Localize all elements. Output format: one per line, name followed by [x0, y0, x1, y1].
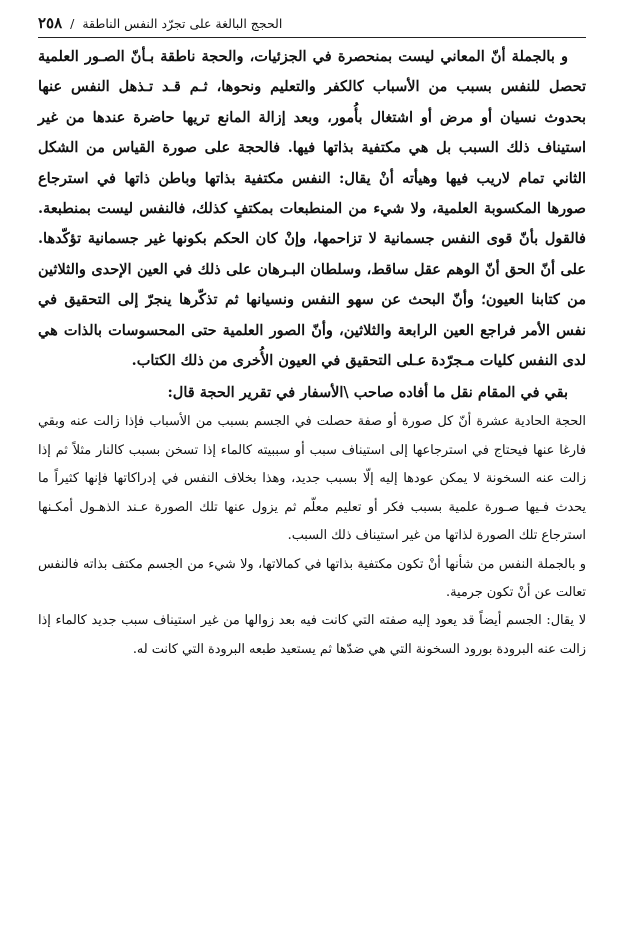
running-header [38, 13, 586, 38]
quotation-intro: بقي في المقام نقل ما أفاده صاحب \الأسفار في تقرير الحجة قال: [167, 384, 568, 402]
quoted-paragraph-2: و بالجملة النفس من شأنها أنْ تكون مكتفية بذاتها في كمالاتها، ولا شيء من الجسم مكتف بذاته فالنفس تعالت عن أنْ تكون جرمية. [38, 556, 586, 600]
quoted-paragraph-1: الحجة الحادية عشرة أنّ كل صورة أو صفة حصلت في الجسم بسبب من الأسباب فإذا زالت عنه وبقي فارغا عنها فيحتاج في استرجاعها إلى استيناف سبب أو سببيته كالماء إذا تسخن بسبب كالنار مثلاً ثم إذا زالت عنه السخونة لا يمكن عودها إليه إلّا بسبب جديد، وهذا بخلاف النفس في إدراكاتها فإنها كثيراً ما يحدث فـيها صـورة علمية بسبب فكر أو تعليم معلّم ثم يزول عنها تلك الصورة عـند الذهـول أمكـنها استرجاع تلك الصورة لذاتها من غير استيناف ذلك السبب. [38, 414, 586, 544]
page-body [38, 42, 586, 664]
book-page [38, 0, 586, 942]
header-separator: / [70, 16, 75, 31]
quoted-paragraph-3: لا يقال: الجسم أيضاً قد يعود إليه صفته التي كانت فيه بعد زوالها من غير استيناف سبب جديد كالماء إذا زالت عنه البرودة بورود السخونة التي هي ضدّها ثم يستعيد طبعه البرودة التي كانت له. [38, 613, 586, 657]
main-paragraph: و بالجملة أنّ المعاني ليست بمنحصرة في الجزئيات، والحجة ناطقة بـأنّ الصـور العلمية تحصل للنفس بسبب من الأسباب كالكفر والتعليم ونحوها، ثـم قـد تـذهل النفس عنها بحدوث نسيان أو مرض أو اشتغال بأُمور، وبعد إزالة المانع تريها حاضرة عندها من غير استيناف ذلك السبب بل هي مكتفية بذاتها فيها. فالحجة على صورة القياس من الشكل الثاني تمام لاريب فيها وهيأته أنْ يقال: النفس مكتفية بذاتها وباطن ذاتها في استرجاع صورها المكسوبة العلمية، ولا شيء من المنطبعات بمكتفٍ كذلك، فالنفس ليست بمنطبعة. فالقول بأنّ قوى النفس جسمانية لا تزاحمها، وإنْ كان الحكم بكونها غير جسمانية تؤكّدها. على أنّ الحق أنّ الوهم عقل ساقط، وسلطان البـرهان على ذلك في العين الإحدى والثلاثين من كتابنا العيون؛ وأنّ البحث عن سهو النفس ونسيانها ثم تذكّرها ينجرّ إلى التحقيق في نفس الأمر فراجع العين الرابعة والثلاثين، وأنّ الصور العلمية حتى المحسوسات بالذات هي لدى النفس كليات مـجرّدة عـلى التحقيق في العيون الأُخرى من ذلك الكتاب. [38, 48, 586, 370]
page-number: ٢٥٨ [38, 14, 63, 32]
running-book-title: الحجج البالغة على تجرّد النفس الناطقة [82, 16, 283, 31]
